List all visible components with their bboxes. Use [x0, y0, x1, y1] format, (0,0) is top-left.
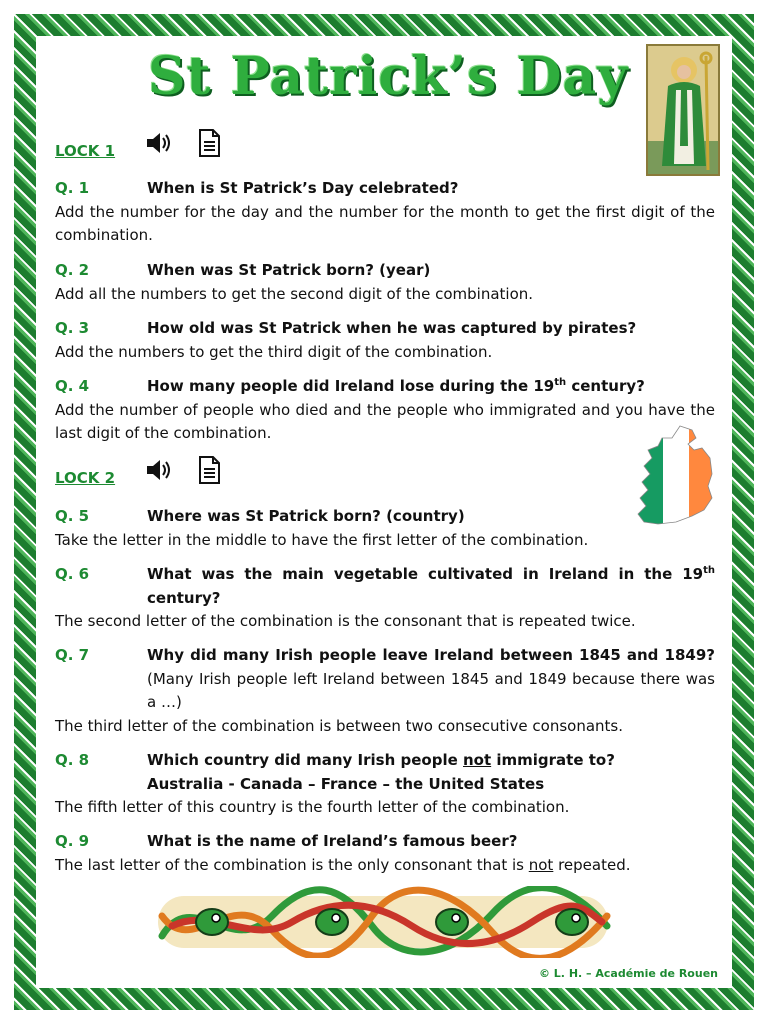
question-8 — [55, 749, 715, 820]
question-text: What was the main vegetable cultivated in Ireland in the 19th century? — [147, 565, 715, 607]
page-title: St Patrick’s Day — [148, 46, 629, 107]
question-text: When is St Patrick’s Day celebrated? — [147, 179, 459, 197]
celtic-banner-image — [152, 886, 614, 958]
answer-instruction: The third letter of the combination is between two consecutive consonants. — [55, 716, 623, 735]
question-text: Which country did many Irish people not immigrate to? Australia - Canada – France – the United States — [147, 751, 615, 793]
question-1 — [55, 177, 715, 248]
question-7 — [55, 644, 715, 738]
question-text: When was St Patrick born? (year) — [147, 261, 431, 279]
question-text: Where was St Patrick born? (country) — [147, 507, 465, 525]
answer-instruction: Take the letter in the middle to have the first letter of the combination. — [55, 530, 589, 549]
question-text: How old was St Patrick when he was captured by pirates? — [147, 319, 637, 337]
copyright-credit: © L. H. – Académie de Rouen — [538, 967, 718, 980]
question-2 — [55, 259, 715, 306]
answer-instruction: Add the numbers to get the third digit of the combination. — [55, 342, 493, 361]
question-number: Q. 7 — [55, 646, 90, 664]
question-6 — [55, 563, 715, 634]
speaker-icon[interactable] — [144, 128, 174, 158]
answer-instruction: Add all the numbers to get the second digit of the combination. — [55, 284, 534, 303]
document-icon[interactable] — [194, 128, 224, 158]
question-number: Q. 9 — [55, 832, 90, 850]
document-icon[interactable] — [194, 455, 224, 485]
question-number: Q. 5 — [55, 507, 90, 525]
speaker-icon[interactable] — [144, 455, 174, 485]
answer-instruction: The second letter of the combination is the consonant that is repeated twice. — [55, 612, 636, 630]
lock-2-link[interactable]: LOCK 2 — [55, 469, 116, 487]
lock-1-link[interactable]: LOCK 1 — [55, 142, 116, 160]
question-number: Q. 3 — [55, 319, 90, 337]
question-number: Q. 2 — [55, 261, 90, 279]
question-text: Why did many Irish people leave Ireland between 1845 and 1849? (Many Irish people left Ireland between 1845 and 1849 because there was a …) — [147, 646, 715, 711]
question-9 — [55, 830, 715, 877]
answer-instruction: The last letter of the combination is the only consonant that is not repeated. — [55, 855, 631, 874]
question-text: How many people did Ireland lose during the 19th century? — [147, 377, 645, 395]
question-number: Q. 6 — [55, 565, 90, 583]
question-5 — [55, 505, 715, 552]
country-options: Australia - Canada – France – the United States — [147, 774, 545, 793]
answer-instruction: Add the number of people who died and the people who immigrated and you have the last digit of the combination. — [55, 400, 715, 442]
question-3 — [55, 317, 715, 364]
answer-instruction: Add the number for the day and the number for the month to get the first digit of the combination. — [55, 202, 715, 244]
st-patrick-image — [646, 44, 720, 176]
question-number: Q. 1 — [55, 179, 90, 197]
question-number: Q. 8 — [55, 751, 90, 769]
question-4 — [55, 375, 715, 446]
answer-instruction: The fifth letter of this country is the fourth letter of the combination. — [55, 798, 570, 816]
question-number: Q. 4 — [55, 377, 90, 395]
question-text: What is the name of Ireland’s famous beer? — [147, 832, 518, 850]
